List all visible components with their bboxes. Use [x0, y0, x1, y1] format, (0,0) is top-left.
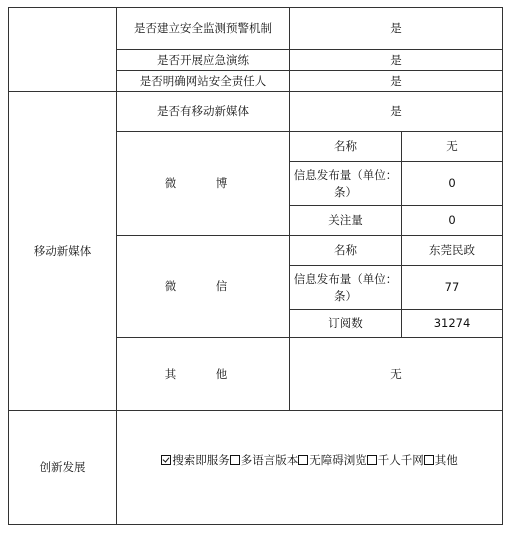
option-accessibility[interactable] [298, 453, 367, 467]
option-personalized[interactable] [367, 453, 424, 467]
other-label: 其 他 [117, 338, 290, 411]
monitoring-label: 是否建立安全监测预警机制 [117, 8, 290, 50]
responsible-label: 是否明确网站安全责任人 [117, 71, 290, 92]
wechat-posts-label: 信息发布量（单位：条） [290, 266, 402, 310]
other-value: 无 [290, 338, 503, 411]
table-row [9, 411, 503, 525]
option-other[interactable] [424, 453, 458, 467]
option-label: 多语言版本 [240, 453, 299, 467]
weibo-label: 微 博 [117, 132, 290, 236]
report-table [8, 7, 503, 525]
wechat-name-value: 东莞民政 [402, 236, 503, 266]
monitoring-value: 是 [290, 8, 503, 50]
checkbox-empty-icon [230, 455, 240, 465]
wechat-label: 微 信 [117, 236, 290, 338]
responsible-value: 是 [290, 71, 503, 92]
weibo-follow-value: 0 [402, 206, 503, 236]
weibo-posts-value: 0 [402, 162, 503, 206]
drill-value: 是 [290, 50, 503, 71]
wechat-subs-value: 31274 [402, 310, 503, 338]
wechat-name-label: 名称 [290, 236, 402, 266]
innovation-label: 创新发展 [9, 411, 117, 525]
option-label: 千人千网 [377, 453, 424, 467]
checkbox-empty-icon [367, 455, 377, 465]
weibo-name-value: 无 [402, 132, 503, 162]
has-media-value: 是 [290, 92, 503, 132]
empty-cell [9, 8, 117, 92]
table-row [9, 8, 503, 50]
checkbox-checked-icon [161, 455, 171, 465]
weibo-posts-label: 信息发布量（单位：条） [290, 162, 402, 206]
weibo-name-label: 名称 [290, 132, 402, 162]
wechat-posts-value: 77 [402, 266, 503, 310]
weibo-follow-label: 关注量 [290, 206, 402, 236]
option-label: 无障碍浏览 [309, 453, 367, 467]
table-row [9, 92, 503, 132]
drill-label: 是否开展应急演练 [117, 50, 290, 71]
wechat-subs-label: 订阅数 [290, 310, 402, 338]
has-media-label: 是否有移动新媒体 [117, 92, 290, 132]
option-search-as-service[interactable] [161, 453, 230, 467]
option-label: 搜索即服务 [172, 453, 230, 467]
option-multilingual[interactable] [230, 453, 299, 467]
checkbox-empty-icon [298, 455, 308, 465]
checkbox-empty-icon [424, 455, 434, 465]
mobile-media-label: 移动新媒体 [9, 92, 117, 411]
innovation-options [117, 404, 503, 518]
option-label: 其他 [434, 453, 458, 467]
